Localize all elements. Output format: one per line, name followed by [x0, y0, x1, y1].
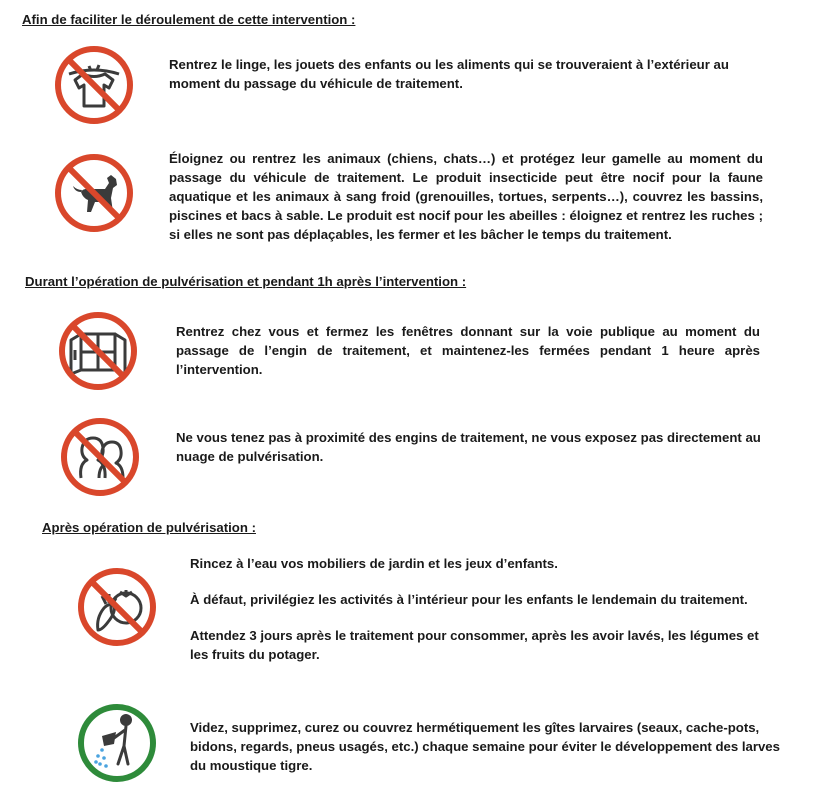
instruction-close-windows: Rentrez chez vous et fermez les fenêtres donnant sur la voie publique au moment du passage de l’engin de traitement, et maintenez-les fermées pendant 1 heure après l’intervention. [176, 324, 760, 377]
no-dog-icon [53, 152, 135, 234]
section-heading-before: Afin de faciliter le déroulement de cette intervention : [22, 12, 356, 27]
section-heading-after: Après opération de pulvérisation : [42, 520, 256, 535]
instruction-rinse-furniture: Rincez à l’eau vos mobiliers de jardin et les jeux d’enfants. [190, 556, 558, 571]
instruction-animals: Éloignez ou rentrez les animaux (chiens, chats…) et protégez leur gamelle au moment du passage du véhicule de traitement. Le produit insecticide peut être nocif pour la faune aquatique et les animaux à sang froid (grenouilles, tortues, serpents…), couvrez les bassins, piscines et bacs à sable. Le produit est nocif pour les abeilles : éloignez et rentrez les ruches ; si elles ne sont pas déplaçables, les fermer et les bâcher le temps du traitement. [169, 151, 763, 242]
instruction-wait-three-days: Attendez 3 jours après le traitement pour consommer, après les avoir lavés, les légumes et les fruits du potager. [190, 628, 759, 662]
empty-water-container-icon [76, 702, 158, 784]
instruction-laundry: Rentrez le linge, les jouets des enfants ou les aliments qui se trouveraient à l’extérieur au moment du passage du véhicule de traitement. [169, 57, 729, 91]
instruction-keep-distance: Ne vous tenez pas à proximité des engins de traitement, ne vous exposez pas directement au nuage de pulvérisation. [176, 430, 761, 464]
section-heading-during: Durant l’opération de pulvérisation et pendant 1h après l’intervention : [25, 274, 467, 289]
no-laundry-icon [53, 44, 135, 126]
instruction-larval-sites: Videz, supprimez, curez ou couvrez hermétiquement les gîtes larvaires (seaux, cache-pots, bidons, regards, pneus usagés, etc.) chaque semaine pour éviter le développement des larves du moustique tigre. [190, 720, 780, 773]
instructions-after-spraying [190, 554, 770, 664]
instruction-indoor-activities: À défaut, privilégiez les activités à l’intérieur pour les enfants le lendemain du traitement. [190, 592, 748, 607]
no-people-icon [59, 416, 141, 498]
no-open-window-icon [57, 310, 139, 392]
no-vegetables-icon [76, 566, 158, 648]
